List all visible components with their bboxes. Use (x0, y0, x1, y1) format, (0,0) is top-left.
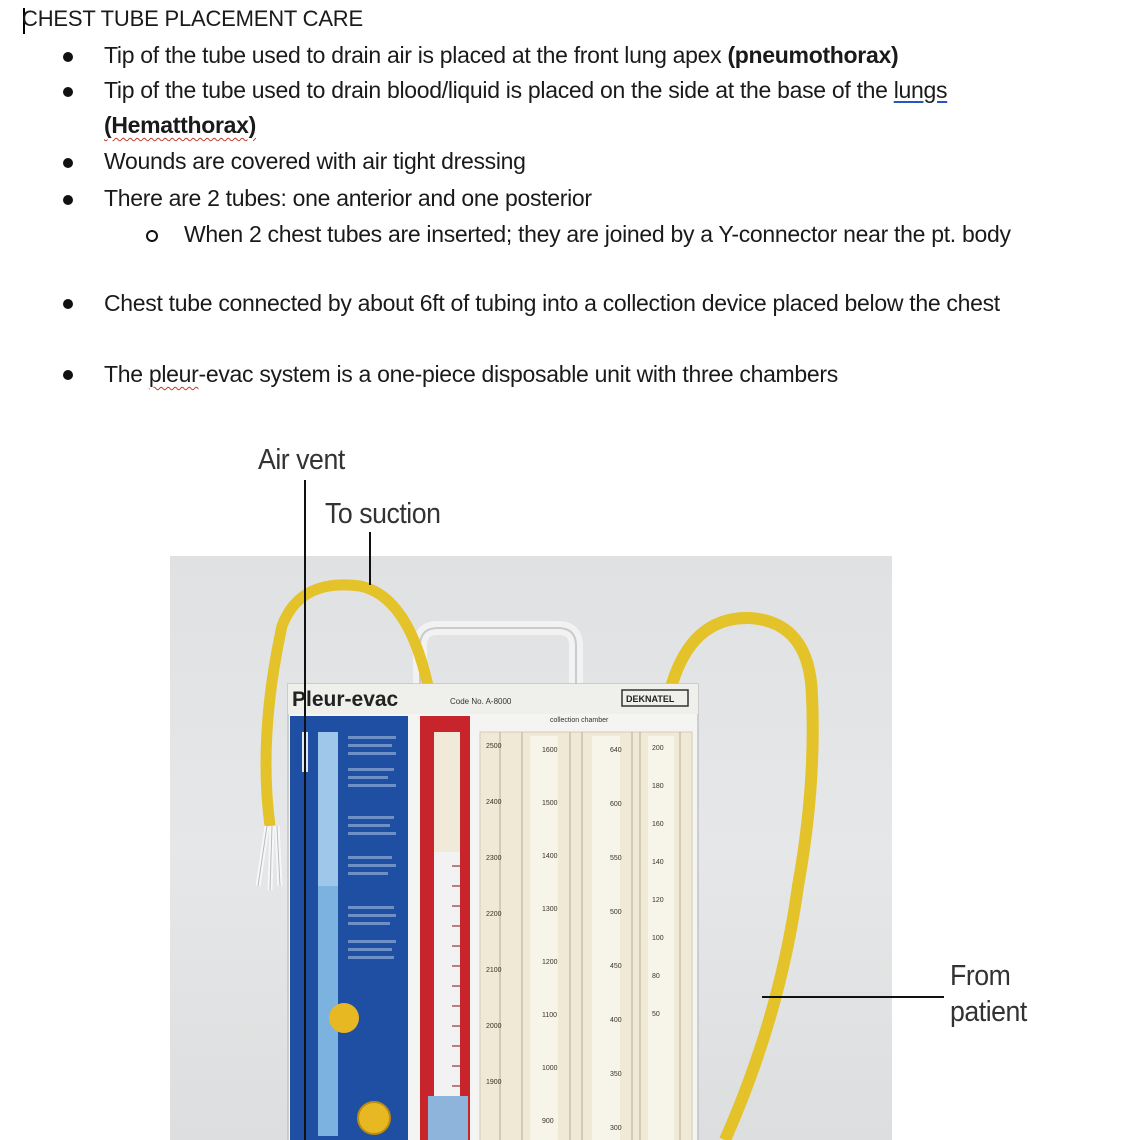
scale-label-col2: 1000 (542, 1065, 558, 1072)
scale-label-col4: 180 (652, 783, 664, 790)
label-from-patient-line1: From (950, 960, 1011, 992)
suction-column (434, 852, 460, 1096)
suction-fluid (428, 1096, 468, 1140)
pleur-evac-photo (170, 556, 892, 1140)
scale-label-col1: 2100 (486, 967, 502, 974)
scale-label-col1: 2400 (486, 799, 502, 806)
scale-label-col3: 350 (610, 1071, 622, 1078)
scale-label-col4: 140 (652, 859, 664, 866)
water-seal-chamber (290, 716, 408, 1140)
label-to-suction: To suction (325, 498, 441, 530)
scale-label-col1: 2500 (486, 743, 502, 750)
scale-label-col1: 2000 (486, 1023, 502, 1030)
scale-label-col4: 160 (652, 821, 664, 828)
scale-label-col4: 50 (652, 1011, 660, 1018)
scale-label-col3: 450 (610, 963, 622, 970)
scale-label-col2: 1100 (542, 1012, 558, 1019)
bullet-dot (63, 52, 73, 62)
bullet-item-3: Wounds are covered with air tight dressing (104, 148, 526, 174)
scale-label-col4: 200 (652, 745, 664, 752)
scale-label-col3: 600 (610, 801, 622, 808)
scale-label-col3: 400 (610, 1017, 622, 1024)
scale-label-col2: 1200 (542, 959, 558, 966)
bullet-dot (63, 299, 73, 309)
bullet-text: Tip of the tube used to drain blood/liquid is placed on the side at the base of the (104, 77, 894, 103)
scale-label-col2: 1300 (542, 906, 558, 913)
pressure-valve (358, 1102, 390, 1134)
scale-label-col2: 1600 (542, 747, 558, 754)
maker-logo: DEKNATEL (626, 694, 675, 704)
document-title: CHEST TUBE PLACEMENT CARE (22, 6, 363, 31)
bullet-dot (63, 195, 73, 205)
bullet-item-1 (104, 38, 1064, 73)
bullet-bold-text: (Hematthorax) (104, 112, 257, 138)
bullet-dot (63, 370, 73, 380)
bullet-item-5: Chest tube connected by about 6ft of tubing into a collection device placed below the chest (104, 290, 1000, 316)
scale-label-col2: 1500 (542, 800, 558, 807)
collection-column-1 (530, 736, 558, 1140)
bullet-text: -evac system is a one-piece disposable unit with three chambers (198, 361, 838, 387)
bullet-text: Tip of the tube used to drain air is placed at the front lung apex (104, 42, 728, 68)
chamber-title: collection chamber (550, 717, 609, 724)
air-vent-port (302, 732, 308, 772)
label-air-vent: Air vent (258, 444, 345, 476)
scale-label-col3: 550 (610, 855, 622, 862)
sub-bullet-ring (146, 230, 158, 242)
tube-connector (258, 826, 280, 890)
bullet-item-4: There are 2 tubes: one anterior and one posterior (104, 185, 592, 211)
bullet-squiggle-text: pleur (148, 361, 199, 387)
device-brand: Pleur-evac (292, 688, 399, 711)
device-code: Code No. A-8000 (450, 697, 512, 706)
scale-label-col2: 1400 (542, 853, 558, 860)
bullet-dot (63, 87, 73, 97)
scale-label-col4: 120 (652, 897, 664, 904)
bullet-bold-text: (pneumothorax) (727, 42, 899, 68)
bullet-text: The (104, 361, 149, 387)
scale-label-col1: 2300 (486, 855, 502, 862)
scale-label-col1: 1900 (486, 1079, 502, 1086)
scale-label-col3: 500 (610, 909, 622, 916)
collection-column-2 (592, 736, 620, 1140)
sub-bullet-item: When 2 chest tubes are inserted; they are joined by a Y-connector near the pt. body (184, 221, 1011, 247)
scale-label-col3: 300 (610, 1125, 622, 1132)
pleur-evac-illustration (170, 556, 892, 1140)
bullet-dot (63, 158, 73, 168)
scale-label-col4: 80 (652, 973, 660, 980)
bullet-item-2 (104, 73, 1064, 143)
scale-label-col3: 640 (610, 747, 622, 754)
bullet-link-text[interactable]: lungs (893, 77, 948, 103)
scale-label-col4: 100 (652, 935, 664, 942)
bullet-item-6 (104, 357, 1064, 392)
label-from-patient-line2: patient (950, 996, 1027, 1028)
scale-label-col2: 900 (542, 1118, 554, 1125)
scale-label-col1: 2200 (486, 911, 502, 918)
float-ball-indicator (329, 1003, 359, 1033)
suction-column-top (434, 732, 460, 852)
